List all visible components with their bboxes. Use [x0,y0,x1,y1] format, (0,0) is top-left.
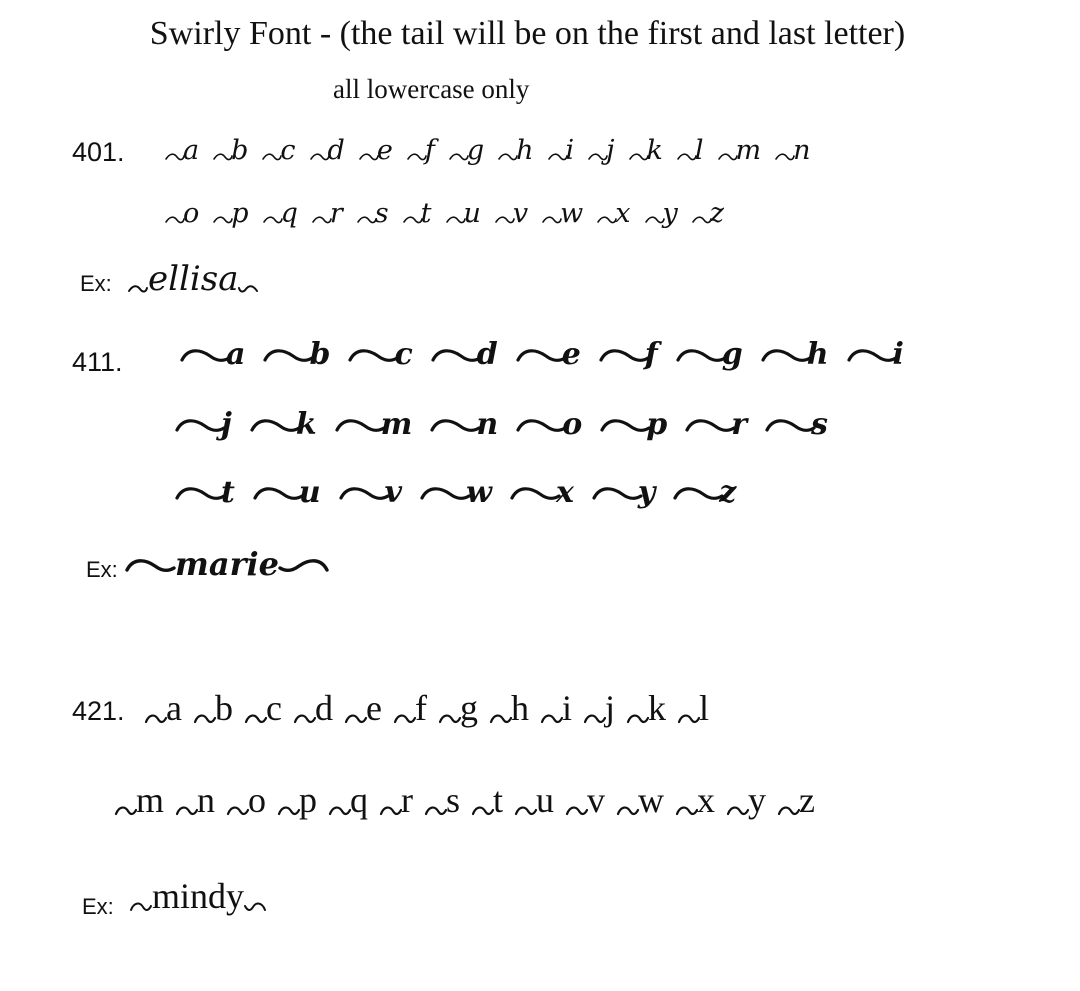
swash-tail-icon [420,484,470,508]
swash-tail-icon [176,802,198,818]
swash-tail-icon [727,802,749,818]
glyph-b [263,337,331,372]
swash-tail-icon [335,416,385,440]
section-411-number: 411. [72,347,123,377]
section-411-example [125,545,329,583]
glyph-letter: c [394,337,413,372]
swash-tail-icon [449,150,469,164]
glyph-letter: a [166,688,182,728]
glyph-letter: o [562,407,583,442]
glyph-g [449,137,484,164]
glyph-letter: i [565,135,575,166]
glyph-letter: z [799,780,816,820]
swash-tail-icon [548,150,568,164]
swash-tail-icon [175,484,225,508]
glyph-c [245,690,282,726]
glyph-letter: m [136,780,165,820]
swash-tail-icon [498,150,518,164]
swash-tail-icon [115,802,137,818]
glyph-letter: u [463,198,481,229]
glyph-h [761,337,829,372]
glyph-v [339,475,403,510]
swash-tail-icon [294,710,316,726]
glyph-letter: r [401,780,414,820]
glyph-s [765,407,828,442]
glyph-letter: b [309,337,331,372]
swash-tail-icon [566,802,588,818]
glyph-z [692,200,724,227]
swash-tail-icon [676,346,726,370]
glyph-l [677,137,704,164]
glyph-letter: o [183,198,200,229]
glyph-q [329,782,368,818]
glyph-t [403,200,432,227]
swash-tail-icon [439,710,461,726]
swash-tail-icon [490,710,512,726]
glyph-letter: w [638,780,665,820]
swash-tail-icon [430,416,480,440]
glyph-s [425,782,460,818]
swash-tail-icon [510,484,560,508]
glyph-letter: b [214,688,233,728]
glyph-letter: d [476,337,498,372]
glyph-letter: u [298,475,321,510]
glyph-a [165,137,199,164]
swash-tail-icon [592,484,642,508]
leading-swash-icon [130,898,152,914]
glyph-letter: e [376,135,393,166]
glyph-w [617,782,664,818]
swash-tail-icon [359,150,379,164]
glyph-letter: v [587,780,606,820]
glyph-f [407,137,435,164]
leading-swash-icon [128,282,148,296]
swash-tail-icon [617,802,639,818]
glyph-letter: s [374,198,389,229]
example-word: marie [175,545,279,583]
glyph-letter: f [414,688,427,728]
swash-tail-icon [541,710,563,726]
glyph-z [778,782,815,818]
glyph-k [250,407,317,442]
glyph-letter: x [697,780,716,820]
glyph-r [380,782,413,818]
page-title: Swirly Font - (the tail will be on the first and last letter) [149,15,906,52]
glyph-o [165,200,199,227]
swash-tail-icon [278,802,300,818]
swash-tail-icon [599,346,649,370]
page-subtitle: all lowercase only [333,74,530,104]
section-421-example [130,878,266,914]
glyph-u [446,200,481,227]
glyph-d [431,337,498,372]
swash-tail-icon [339,484,389,508]
glyph-f [599,337,658,372]
glyph-letter: v [512,198,529,229]
glyph-letter: j [606,135,615,166]
glyph-x [510,475,574,510]
swash-tail-icon [765,416,815,440]
swash-tail-icon [165,150,185,164]
glyph-w [420,475,492,510]
swash-tail-icon [627,710,649,726]
glyph-b [213,137,248,164]
swash-tail-icon [516,416,566,440]
glyph-letter: q [280,198,298,229]
glyph-e [345,690,382,726]
swash-tail-icon [262,150,282,164]
glyph-t [472,782,503,818]
glyph-letter: u [536,780,555,820]
glyph-j [588,137,614,164]
swash-tail-icon [678,710,700,726]
swash-tail-icon [472,802,494,818]
swash-tail-icon [329,802,351,818]
swash-tail-icon [263,346,313,370]
glyph-m [115,782,164,818]
swash-tail-icon [380,802,402,818]
glyph-letter: z [719,475,737,510]
glyph-r [312,200,343,227]
swash-tail-icon [685,416,735,440]
swash-tail-icon [516,346,566,370]
glyph-e [359,137,393,164]
glyph-e [516,337,581,372]
leading-swash-icon [125,556,175,580]
glyph-letter: h [516,135,534,166]
glyph-letter: d [327,135,345,166]
swash-tail-icon [495,213,515,227]
glyph-letter: b [231,135,249,166]
glyph-letter: g [466,135,485,166]
glyph-letter: j [604,688,615,728]
swash-tail-icon [263,213,283,227]
glyph-letter: h [806,337,829,372]
glyph-letter: m [380,407,413,442]
glyph-j [584,690,615,726]
swash-tail-icon [145,710,167,726]
glyph-i [548,137,575,164]
trailing-swash-icon [238,282,258,296]
glyph-letter: s [811,407,828,442]
swash-tail-icon [250,416,300,440]
glyph-a [180,337,246,372]
glyph-m [718,137,762,164]
glyph-a [145,690,182,726]
swash-tail-icon [677,150,697,164]
glyph-letter: a [226,337,246,372]
glyph-letter: j [221,407,232,442]
swash-tail-icon [542,213,562,227]
glyph-z [673,475,737,510]
swash-tail-icon [357,213,377,227]
glyph-d [294,690,333,726]
glyph-p [278,782,317,818]
swash-tail-icon [775,150,795,164]
swash-tail-icon [407,150,427,164]
glyph-letter: k [295,407,317,442]
section-411-row-3 [175,475,754,510]
glyph-letter: t [420,198,432,229]
glyph-v [495,200,528,227]
trailing-swash-icon [279,556,329,580]
swash-tail-icon [600,416,650,440]
swash-tail-icon [778,802,800,818]
section-401-example [128,259,258,299]
section-421-row-2 [115,782,827,818]
swash-tail-icon [515,802,537,818]
glyph-letter: c [280,135,296,166]
glyph-letter: l [698,688,709,728]
swash-tail-icon [227,802,249,818]
example-word: ellisa [148,259,239,299]
glyph-letter: y [748,780,767,820]
glyph-letter: i [561,688,572,728]
swash-tail-icon [847,346,897,370]
glyph-u [253,475,321,510]
glyph-letter: e [365,688,382,728]
section-401-number: 401. [72,137,125,167]
glyph-i [847,337,904,372]
swash-tail-icon [718,150,738,164]
swash-tail-icon [676,802,698,818]
swash-tail-icon [213,150,233,164]
glyph-o [227,782,266,818]
swash-tail-icon [629,150,649,164]
glyph-letter: e [561,337,581,372]
glyph-n [430,407,499,442]
glyph-k [629,137,663,164]
swash-tail-icon [431,346,481,370]
swash-tail-icon [597,213,617,227]
swash-tail-icon [692,213,712,227]
swash-tail-icon [213,213,233,227]
glyph-letter: w [560,198,584,229]
swash-tail-icon [245,710,267,726]
glyph-n [176,782,215,818]
glyph-i [541,690,572,726]
glyph-f [394,690,427,726]
glyph-h [498,137,533,164]
section-401-row-2 [165,200,738,227]
glyph-letter: y [662,198,678,229]
glyph-t [175,475,235,510]
glyph-v [566,782,605,818]
swash-tail-icon [175,416,225,440]
glyph-x [676,782,715,818]
swash-tail-icon [584,710,606,726]
glyph-letter: t [493,780,504,820]
glyph-letter: n [197,780,216,820]
glyph-letter: v [384,475,403,510]
glyph-letter: n [793,135,811,166]
glyph-letter: w [466,475,492,510]
glyph-letter: f [644,337,658,372]
swash-tail-icon [446,213,466,227]
glyph-letter: o [248,780,267,820]
glyph-letter: s [446,780,461,820]
glyph-g [439,690,478,726]
glyph-w [542,200,583,227]
glyph-letter: q [350,780,369,820]
section-411-row-2 [175,407,846,442]
swash-tail-icon [194,710,216,726]
glyph-l [678,690,709,726]
glyph-letter: k [646,135,663,166]
glyph-letter: a [183,135,200,166]
glyph-letter: r [329,198,343,229]
glyph-letter: t [221,475,235,510]
glyph-q [263,200,298,227]
glyph-k [627,690,666,726]
swash-tail-icon [761,346,811,370]
section-411-row-1 [180,337,922,372]
glyph-letter: z [709,198,725,229]
glyph-letter: m [735,135,762,166]
glyph-o [516,407,583,442]
glyph-letter: k [647,688,666,728]
glyph-d [310,137,345,164]
glyph-letter: g [721,337,743,372]
glyph-c [262,137,295,164]
glyph-y [645,200,678,227]
swash-tail-icon [180,346,230,370]
glyph-letter: f [424,135,435,166]
glyph-p [600,407,668,442]
glyph-y [592,475,656,510]
glyph-letter: i [892,337,904,372]
example-word: mindy [152,876,245,916]
section-401-example-label: Ex: [80,271,112,296]
swash-tail-icon [345,710,367,726]
swash-tail-icon [425,802,447,818]
glyph-u [515,782,554,818]
glyph-letter: y [637,475,656,510]
glyph-c [348,337,413,372]
section-411-example-label: Ex: [86,557,118,582]
glyph-j [175,407,232,442]
glyph-n [775,137,810,164]
glyph-s [357,200,389,227]
swash-tail-icon [312,213,332,227]
glyph-letter: g [459,688,478,728]
section-401-row-1 [165,137,825,164]
glyph-b [194,690,233,726]
swash-tail-icon [310,150,330,164]
swash-tail-icon [673,484,723,508]
glyph-y [727,782,766,818]
swash-tail-icon [403,213,423,227]
section-421-row-1 [145,690,721,726]
swash-tail-icon [348,346,398,370]
glyph-h [490,690,529,726]
glyph-letter: x [555,475,574,510]
trailing-swash-icon [244,898,266,914]
glyph-g [676,337,743,372]
glyph-x [597,200,630,227]
glyph-r [685,407,748,442]
glyph-m [335,407,413,442]
glyph-letter: p [231,198,249,229]
swash-tail-icon [253,484,303,508]
section-421-number: 421. [72,696,125,726]
section-421-example-label: Ex: [82,894,114,919]
glyph-letter: p [299,780,318,820]
glyph-letter: n [476,407,499,442]
glyph-letter: l [694,135,704,166]
swash-tail-icon [645,213,665,227]
glyph-letter: x [615,198,631,229]
swash-tail-icon [394,710,416,726]
glyph-letter: c [265,688,282,728]
glyph-p [213,200,248,227]
glyph-letter: p [646,407,668,442]
glyph-letter: d [314,688,333,728]
glyph-letter: h [510,688,529,728]
glyph-letter: r [731,407,748,442]
swash-tail-icon [165,213,185,227]
